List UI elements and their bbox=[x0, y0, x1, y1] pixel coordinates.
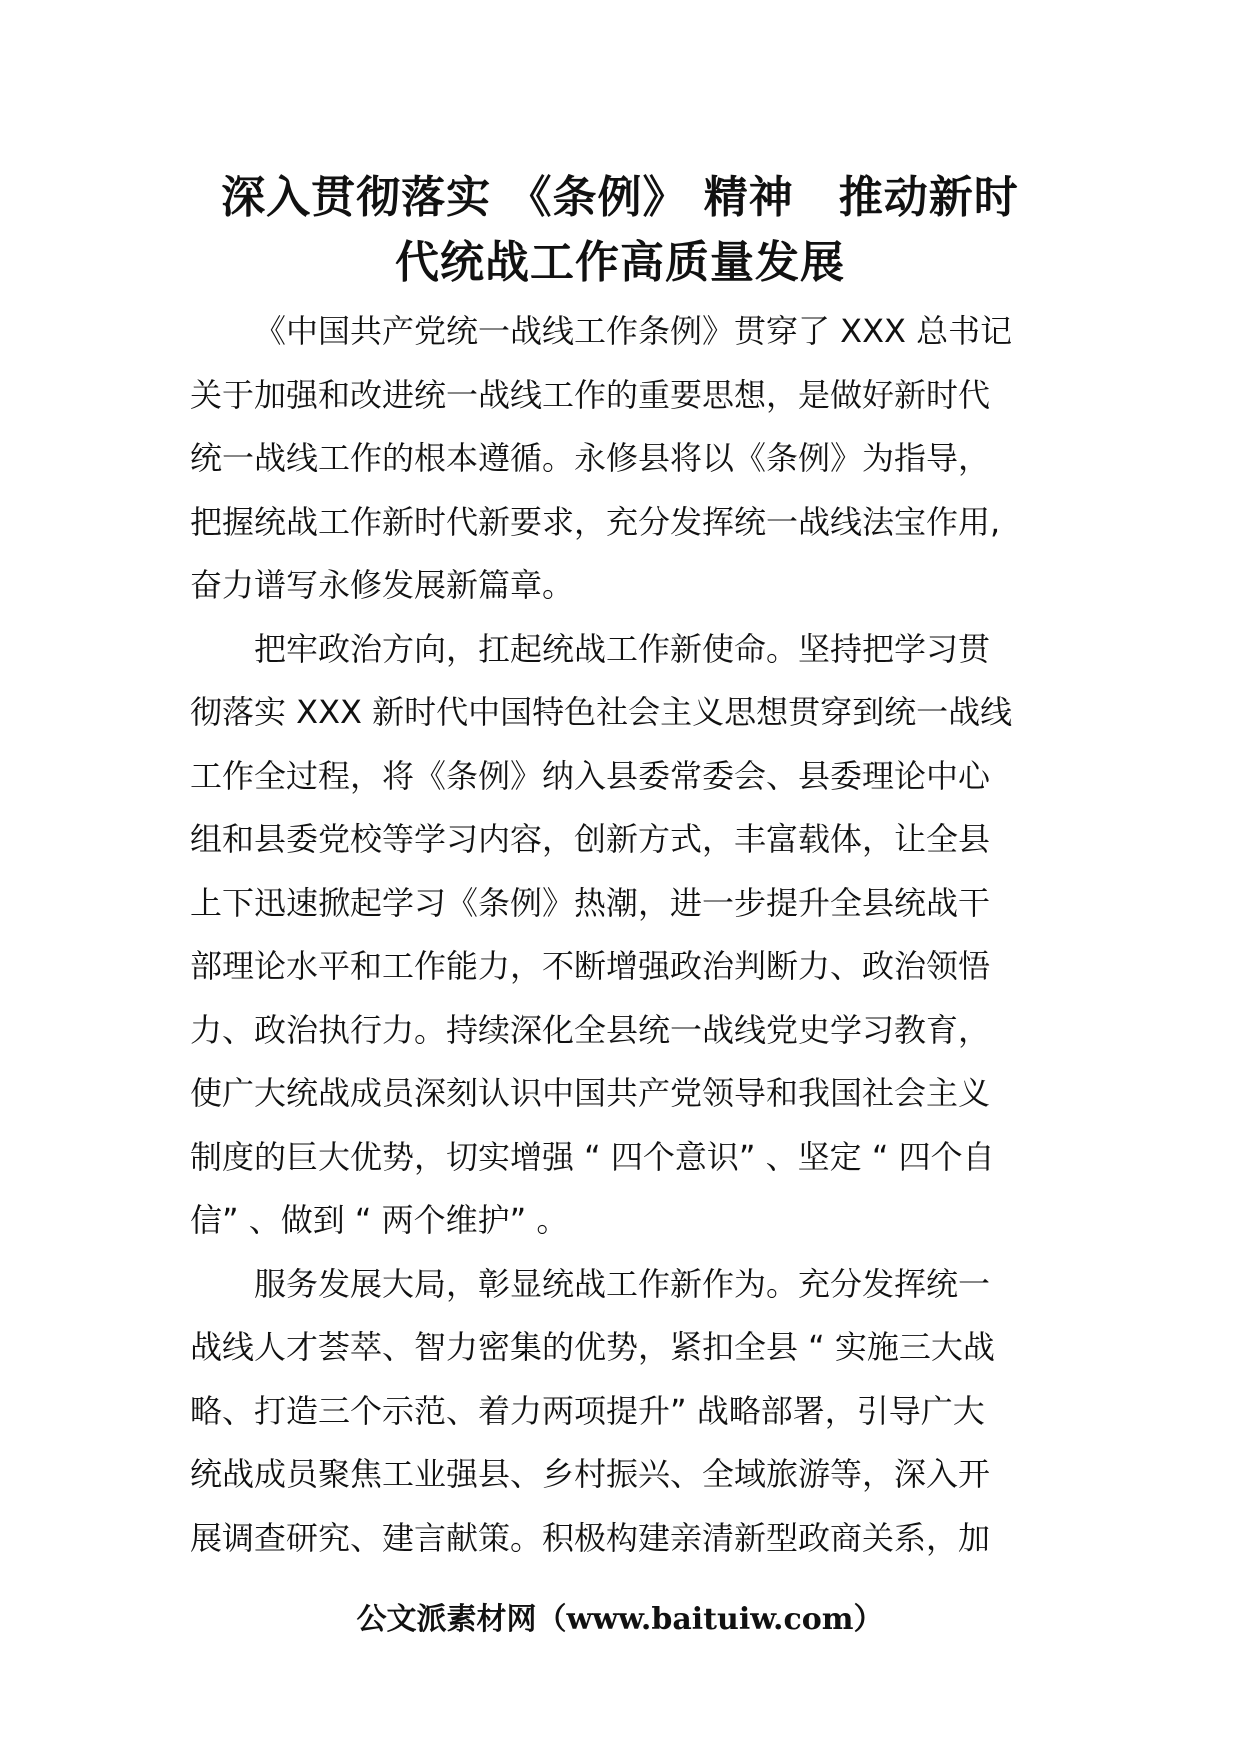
paragraph-line: 上下迅速掀起学习《条例》热潮，进一步提升全县统战干 bbox=[190, 883, 991, 922]
paragraph-line: 部理论水平和工作能力，不断增强政治判断力、政治领悟 bbox=[190, 947, 991, 985]
paragraph-line: 奋力谱写永修发展新篇章。 bbox=[190, 566, 575, 604]
paragraph-line: 服务发展大局，彰显统战工作新作为。充分发挥统一 bbox=[254, 1264, 991, 1303]
paragraph-line: 把牢政治方向，扛起统战工作新使命。坚持把学习贯 bbox=[254, 629, 991, 668]
paragraph-line: 略、打造三个示范、着力两项提升” 战略部署，引导广大 bbox=[190, 1391, 985, 1430]
document-title-line-1: 深入贯彻落实 《条例》 精神 推动新时 bbox=[221, 172, 1019, 223]
paragraph-line: 《中国共产党统一战线工作条例》贯穿了 XXX 总书记 bbox=[254, 312, 1013, 350]
paragraph-line: 统一战线工作的根本遵循。永修县将以《条例》为指导， bbox=[190, 439, 991, 477]
paragraph-line: 统战成员聚焦工业强县、乡村振兴、全域旅游等，深入开 bbox=[190, 1455, 991, 1493]
paragraph-line: 战线人才荟萃、智力密集的优势，紧扣全县 “ 实施三大战 bbox=[190, 1328, 995, 1366]
paragraph-line: 信” 、做到 “ 两个维护” 。 bbox=[190, 1201, 569, 1239]
paragraph-line: 关于加强和改进统一战线工作的重要思想，是做好新时代 bbox=[190, 375, 991, 414]
paragraph-line: 工作全过程，将《条例》纳入县委常委会、县委理论中心 bbox=[190, 756, 991, 795]
paragraph-line: 把握统战工作新时代新要求，充分发挥统一战线法宝作用, bbox=[190, 502, 1001, 541]
paragraph-line: 制度的巨大优势，切实增强 “ 四个意识” 、坚定 “ 四个自 bbox=[190, 1137, 995, 1176]
page-footer: 公文派素材网（www.baituiw.com） bbox=[356, 1602, 884, 1637]
paragraph-line: 组和县委党校等学习内容，创新方式，丰富载体，让全县 bbox=[190, 820, 991, 858]
paragraph-line: 使广大统战成员深刻认识中国共产党领导和我国社会主义 bbox=[190, 1074, 991, 1112]
document-body bbox=[190, 300, 1060, 1570]
paragraph-line: 展调查研究、建言献策。积极构建亲清新型政商关系，加 bbox=[190, 1518, 991, 1557]
document-title-line-2: 代统战工作高质量发展 bbox=[395, 237, 845, 288]
paragraph-line: 力、政治执行力。持续深化全县统一战线党史学习教育， bbox=[190, 1010, 991, 1049]
paragraph-line: 彻落实 XXX 新时代中国特色社会主义思想贯穿到统一战线 bbox=[190, 693, 1013, 731]
